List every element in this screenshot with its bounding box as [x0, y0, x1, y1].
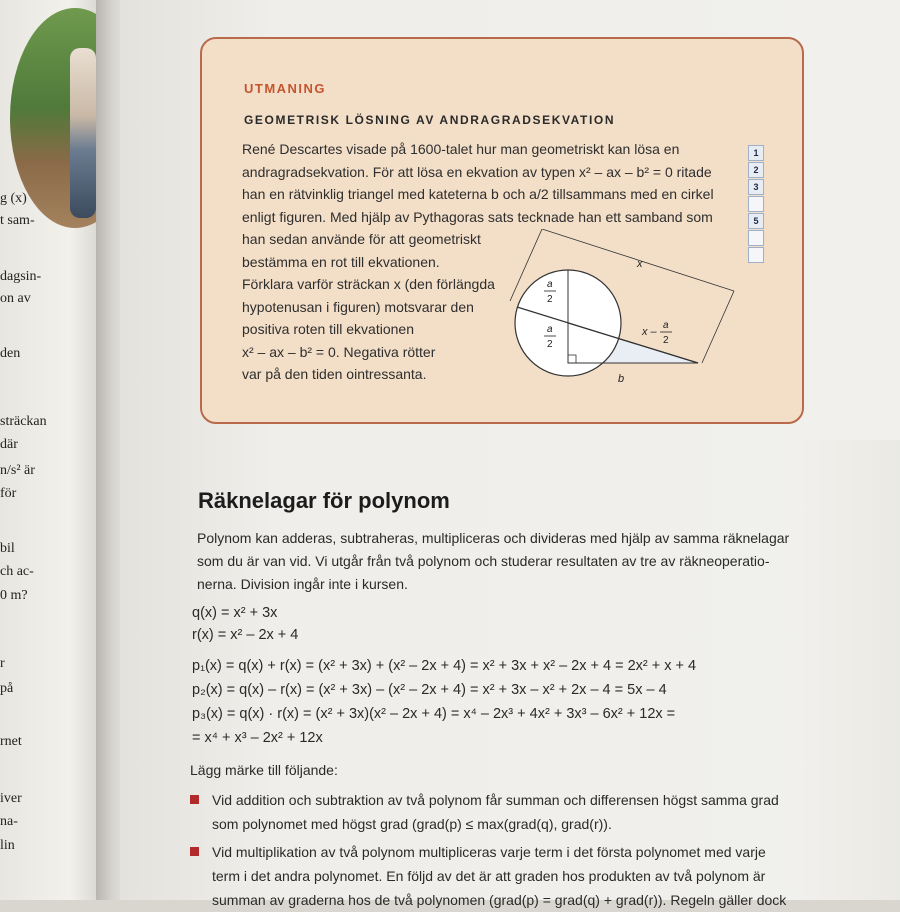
challenge-title: GEOMETRISK LÖSNING AV ANDRAGRADSEKVATION	[244, 113, 616, 127]
math-line: p₃(x) = q(x) · r(x) = (x² + 3x)(x² – 2x + 4) = x⁴ – 2x³ + 4x² + 3x³ – 6x² + 12x =	[192, 706, 676, 722]
challenge-line: René Descartes visade på 1600-talet hur man geometriskt kan lösa en	[242, 141, 680, 157]
descartes-figure	[502, 229, 742, 389]
left-page-fragment: on av	[0, 291, 31, 306]
chapter-tab: 5	[748, 213, 764, 229]
left-page-fragment: för	[0, 486, 17, 501]
label-x-minus-2: 2	[663, 335, 669, 346]
chapter-tab: 3	[748, 179, 764, 195]
left-page-fragment: bil	[0, 541, 15, 556]
chapter-tab	[748, 196, 764, 212]
math-line: r(x) = x² – 2x + 4	[192, 627, 299, 643]
challenge-line: bestämma en rot till ekvationen.	[242, 253, 440, 270]
section-heading: Räknelagar för polynom	[198, 488, 450, 513]
left-page-fragment: iver	[0, 791, 22, 806]
left-page-fragment: sträckan	[0, 414, 47, 429]
label-a-mid: a	[547, 324, 553, 335]
challenge-line: var på den tiden ointressanta.	[242, 366, 427, 382]
left-page-fragment: ch ac-	[0, 564, 34, 579]
left-page	[0, 0, 100, 900]
bullet-marker	[190, 795, 199, 804]
note-label: Lägg märke till följande:	[190, 762, 338, 778]
label-x-minus: x –	[642, 326, 657, 338]
challenge-box	[200, 37, 804, 424]
left-page-fragment: 0 m?	[0, 588, 28, 603]
left-page-fragment: på	[0, 681, 14, 696]
challenge-line: han en rätvinklig triangel med kateterna b och a/2 tillsammans med en cirkel	[242, 186, 714, 202]
left-page-fragment: dagsin-	[0, 269, 42, 284]
challenge-line: x² – ax – b² = 0. Negativa rötter	[242, 343, 436, 360]
chapter-tab	[748, 230, 764, 246]
label-b: b	[618, 373, 625, 385]
chapter-tab: 1	[748, 145, 764, 161]
left-page-fragment: där	[0, 437, 18, 452]
bullet-line: som polynomet med högst grad (grad(p) ≤ max(grad(q), grad(r)).	[212, 816, 612, 832]
bullet-line: Vid addition och subtraktion av två polynom får summan och differensen högst samma grad	[212, 792, 779, 808]
intro-paragraph	[197, 527, 817, 596]
bullet-item	[190, 788, 830, 836]
intro-line: som du är van vid. Vi utgår från två polynom och studerar resultaten av tre av räkneoperatio-	[197, 553, 770, 569]
bullet-item	[190, 840, 830, 912]
challenge-line: andragradsekvation. För att lösa en ekvation av typen x² – ax – b² = 0 ritade	[242, 163, 712, 180]
chapter-tabs	[748, 145, 764, 264]
label-2-mid: 2	[547, 339, 553, 350]
intro-line: nerna. Division ingår inte i kursen.	[197, 576, 408, 592]
chapter-tab: 2	[748, 162, 764, 178]
challenge-line: hypotenusan i figuren) motsvarar den	[242, 298, 474, 315]
left-page-fragment: na-	[0, 814, 18, 829]
label-x-minus-a: a	[663, 320, 669, 331]
left-page-fragment: r	[0, 656, 5, 671]
bullet-marker	[190, 847, 199, 856]
bullet-line: summan av graderna hos de två polynomen (grad(p) = grad(q) + grad(r)). Regeln gäller dock	[212, 892, 787, 908]
left-page-fragment: rnet	[0, 734, 22, 749]
challenge-line: enligt figuren. Med hjälp av Pythagoras sats tecknade han ett samband som	[242, 208, 713, 225]
label-x: x	[637, 258, 643, 270]
left-page-fragment: g (x)	[0, 191, 27, 206]
challenge-line: positiva roten till ekvationen	[242, 321, 414, 337]
label-2-top: 2	[547, 294, 553, 305]
label-a-top: a	[547, 279, 553, 290]
dimension-tick-right	[702, 291, 734, 363]
left-page-fragment: lin	[0, 838, 15, 853]
bullet-line: term i det andra polynomet. En följd av det är att graden hos produkten av två polynom är	[212, 868, 766, 884]
challenge-label: UTMANING	[244, 81, 327, 96]
math-line: p₂(x) = q(x) – r(x) = (x² + 3x) – (x² – 2x + 4) = x² + 3x – x² + 2x – 4 = 5x – 4	[192, 682, 667, 698]
chapter-tab	[748, 247, 764, 263]
math-line: = x⁴ + x³ – 2x² + 12x	[192, 730, 323, 746]
math-line: p₁(x) = q(x) + r(x) = (x² + 3x) + (x² – 2x + 4) = x² + 3x + x² – 2x + 4 = 2x² + x + 4	[192, 658, 697, 674]
left-page-fragment: n/s² är	[0, 463, 35, 478]
challenge-line: Förklara varför sträckan x (den förlängda	[242, 276, 495, 292]
challenge-line: han sedan använde för att geometriskt	[242, 231, 481, 247]
left-page-fragment: den	[0, 346, 21, 361]
bullet-line: Vid multiplikation av två polynom multipliceras varje term i det första polynomet med varje	[212, 844, 766, 860]
intro-line: Polynom kan adderas, subtraheras, multipliceras och divideras med hjälp av samma räknelagar	[197, 530, 790, 546]
math-line: q(x) = x² + 3x	[192, 605, 278, 621]
left-page-fragment: t sam-	[0, 213, 35, 228]
